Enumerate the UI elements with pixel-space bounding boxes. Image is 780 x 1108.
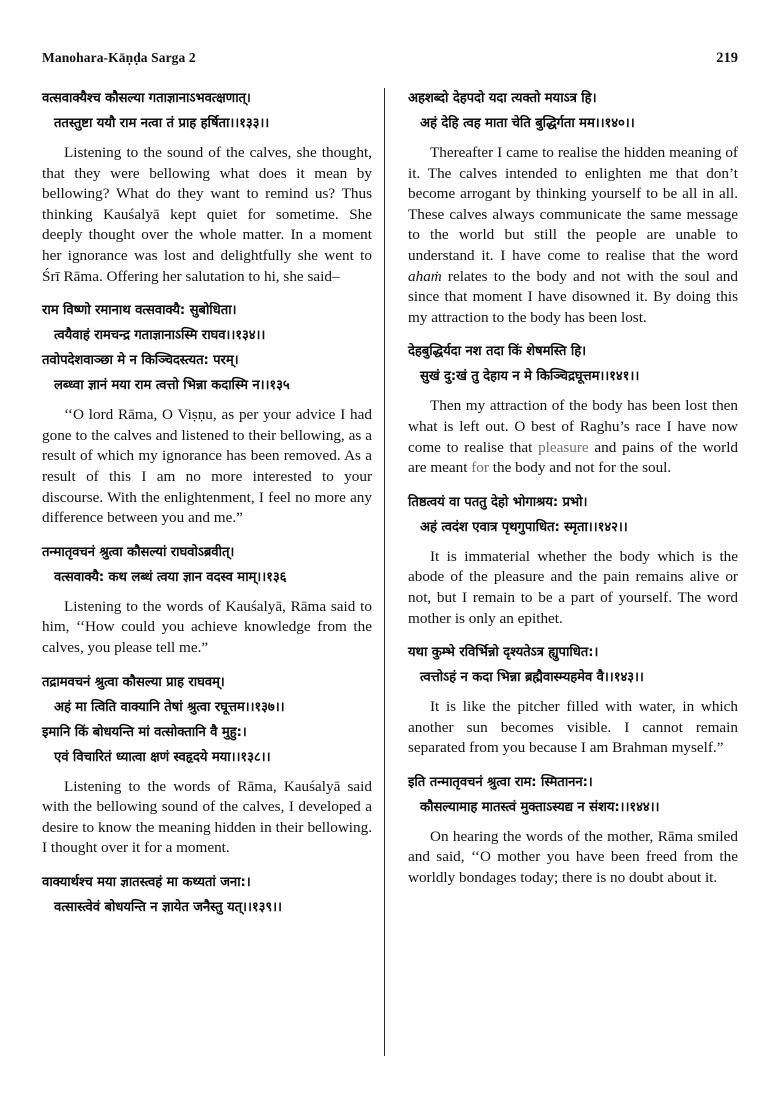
left-column (42, 86, 372, 1062)
verse-line: अहं देहि त्वह माता चेति बुद्धिर्गता मम।।१४०।। (420, 116, 635, 131)
block-spacer (408, 479, 738, 490)
block-spacer (42, 136, 372, 143)
verse-line: वत्सास्त्वेवं बोधयन्ति न ज्ञायेत जनैस्तु यत्।।१३९।। (54, 899, 282, 915)
paragraph-text-run: relates to the body and not with the soul and since that moment I have disowned it. By doing this my attraction to the body has been lost. (408, 267, 738, 326)
sanskrit-verse-block (42, 86, 372, 136)
sanskrit-verse-block (42, 670, 372, 770)
sanskrit-verse-block (408, 640, 738, 690)
block-spacer (408, 629, 738, 640)
sanskrit-verse-block (42, 870, 372, 920)
verse-line: ततस्तुष्टा ययौ राम नत्वा तं प्राह हर्षिता।।१३३।। (54, 116, 270, 131)
verse-line: सुखं दु:खं तु देहाय न मे किञ्चिद्रघूत्तम।।१४१।। (420, 369, 640, 385)
translation-paragraph: It is like the pitcher filled with water, in which another sun becomes visible. I cannot remain separated from you because I am Brahman myself.” (408, 698, 738, 757)
sanskrit-verse-block (408, 86, 738, 136)
verse-line: यथा कुम्भे रविर्भिन्नो दृश्यतेऽत्र ह्युपाधित:। (408, 645, 599, 661)
block-spacer (408, 540, 738, 547)
block-spacer (42, 287, 372, 298)
sanskrit-verse-block (42, 298, 372, 398)
verse-line: इमानि किं बोधयन्ति मां वत्सोक्तानि वै मुहु:। (42, 724, 247, 740)
verse-line: एवं विचारितं ध्यात्वा क्षणं स्वहृदये मया।।१३८।। (54, 749, 271, 765)
sanskrit-verse-block (408, 770, 738, 820)
verse-line: तद्रामवचनं श्रुत्वा कौसल्या प्राह राघवम्। (42, 674, 225, 690)
verse-line: अहं मा त्विति वाक्यानि तेषां श्रुत्वा रघूत्तम।।१३७।। (54, 699, 285, 715)
block-spacer (408, 690, 738, 697)
sanskrit-verse-block (408, 490, 738, 540)
sanskrit-verse-block (42, 540, 372, 590)
paragraph-text-run: the body and not for the soul. (488, 459, 672, 477)
verse-line: देहबुद्धिर्यदा नश तदा किं शेषमस्ति हि। (408, 344, 587, 360)
translation-paragraph: On hearing the words of the mother, Rāma smiled and said, ‘‘O mother you have been freed from the worldly bondages today; there is no doubt about it. (408, 827, 738, 887)
block-spacer (408, 759, 738, 770)
paragraph-text-run: Thereafter I came to realise the hidden meaning of it. The calves intended to enlighten me that don’t become arrogant by thinking yourself to be all in all. These calves always communicate the same message to the world but still the people are unable to understand it. I have come to realise that the word (408, 144, 738, 264)
running-head (42, 50, 738, 67)
verse-line: त्वत्तोऽहं न कदा भिन्ना ब्रह्मैवास्म्यहमेव वै।।१४३।। (420, 670, 644, 686)
translation-paragraph (408, 143, 738, 328)
paragraph-text-run: and pains of the world are meant (408, 438, 739, 477)
translation-paragraph: Listening to the sound of the calves, she thought, that they were bellowing what does it mean by bellowing? What do they want to remind us? Thus thinking Kauśalyā kept quiet for sometime. She deeply thought over the whole matter. In a moment her ignorance was lost and delightfully she went to Śrī Rāma. Offering her salutation to hi, she said– (42, 144, 372, 285)
block-spacer (42, 398, 372, 405)
verse-line: वाक्यार्थश्च मया ज्ञातस्त्वहं मा कथ्यतां जना:। (42, 874, 251, 890)
verse-line: वत्सवाक्यै: कथ लब्धं त्वया ज्ञान वदस्व माम्।।१३६ (54, 569, 287, 585)
block-spacer (42, 859, 372, 870)
verse-line: त्वयैवाहं रामचन्द्र गताज्ञानाऽस्मि राघव।।१३४।। (54, 328, 266, 344)
verse-line: इति तन्मातृवचनं श्रुत्वा राम: स्मितानन:। (408, 774, 593, 790)
verse-line: राम विष्णो रमानाथ वत्सवाक्यै: सुबोधिता। (42, 303, 237, 319)
translation-paragraph: ‘‘O lord Rāma, O Viṣṇu, as per your advice I had gone to the calves and listened to their bellowing, as a result of which my ignorance has been removed. As a result of this I am no more interested to your discourse. With the enlightenment, I feel no more any difference between you and me.” (42, 406, 372, 527)
verse-line: लब्ध्वा ज्ञानं मया राम त्वत्तो भिन्ना कदास्मि न।।१३५ (54, 378, 290, 394)
block-spacer (42, 659, 372, 670)
translation-paragraph: Listening to the words of Kauśalyā, Rāma said to him, ‘‘How could you achieve knowledge from the calves, you please tell me.” (42, 597, 372, 656)
block-spacer (42, 770, 372, 777)
page-number: 219 (716, 50, 738, 66)
block-spacer (42, 590, 372, 597)
verse-line: तिष्ठत्वयं वा पततु देहो भोगाश्रय: प्रभो। (408, 494, 588, 510)
translation-paragraph: It is immaterial whether the body which is the abode of the pleasure and the pain remains alive or not, but I remain to be a part of yourself. The word mother is only an epithet. (408, 547, 738, 627)
faded-ink-text: pleasure (538, 438, 589, 456)
block-spacer (408, 136, 738, 143)
translation-paragraph: Listening to the words of Rāma, Kauśalyā said with the bellowing sound of the calves, I developed a desire to know the meaning hidden in their bellowing. I thought over it for a moment. (42, 777, 372, 857)
transliterated-term: ahaṁ (408, 267, 442, 285)
body-columns (42, 86, 738, 1062)
verse-line: कौसल्यामाह मातस्त्वं मुक्ताऽस्यद्य न संशय:।।१४४।। (420, 799, 660, 815)
sanskrit-verse-block (408, 339, 738, 389)
verse-line: वत्सवाक्यैश्च कौसल्या गताज्ञानाऽभवत्क्षणात्। (42, 91, 251, 106)
faded-ink-text: for (471, 459, 489, 477)
block-spacer (408, 328, 738, 339)
block-spacer (408, 389, 738, 396)
paragraph-text-run: Then my attraction of the body has been lost then what is left out. O best of Raghu’s race I have now come to realise that (408, 397, 738, 456)
right-column (408, 86, 738, 1062)
translation-paragraph (408, 396, 738, 478)
block-spacer (42, 529, 372, 540)
verse-line: अहं त्वदंश एवात्र पृथगुपाधित: स्मृता।।१४२।। (420, 519, 628, 535)
verse-line: तवोपदेशवाञ्छा मे न किञ्चिदस्त्यत: परम्। (42, 353, 239, 369)
running-head-title: Manohara-Kāṇḍa Sarga 2 (42, 50, 196, 65)
verse-line: तन्मातृवचनं श्रुत्वा कौसल्यां राघवोऽब्रवीत्। (42, 544, 235, 560)
verse-line: अहशब्दो देहपदो यदा त्यक्तो मयाऽत्र हि। (408, 91, 597, 106)
block-spacer (408, 820, 738, 827)
